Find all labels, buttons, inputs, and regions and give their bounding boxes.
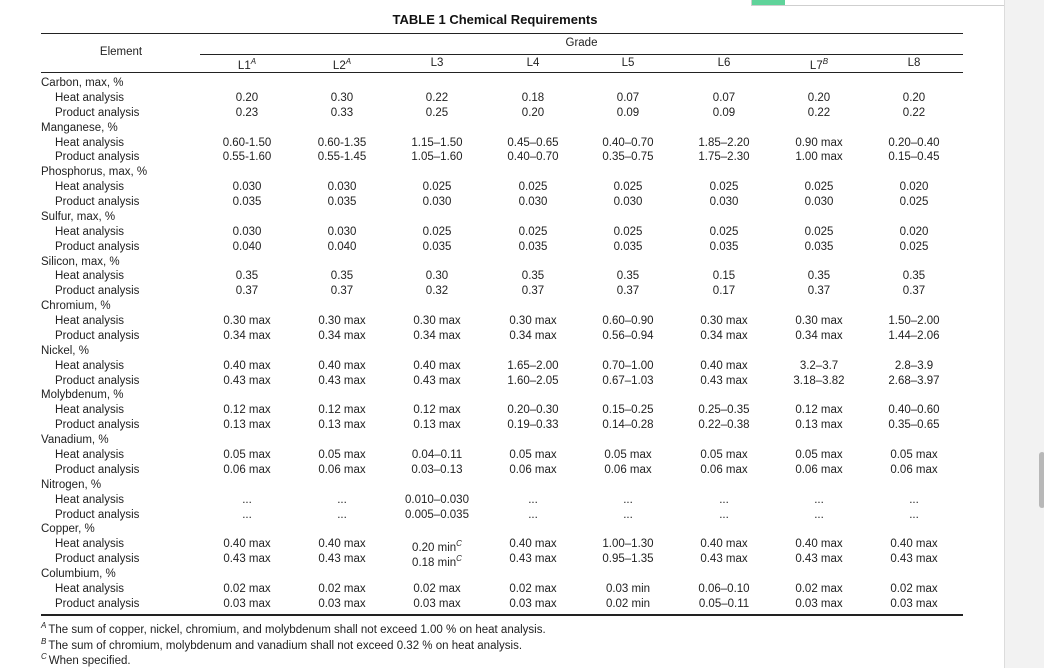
analysis-label: Heat analysis — [55, 538, 125, 551]
cell-value: 0.37 — [807, 285, 831, 298]
cell-value: 0.09 — [712, 106, 736, 119]
header-bottom-rule — [41, 72, 963, 73]
cell-value: 0.35–0.65 — [888, 419, 940, 432]
analysis-label: Heat analysis — [55, 404, 125, 417]
element-label: Nitrogen, % — [41, 478, 102, 491]
footnote-marker: B — [822, 57, 829, 66]
table-cell — [854, 91, 974, 105]
cell-value: 0.035 — [422, 240, 452, 253]
cell-value: 0.030 — [804, 196, 834, 209]
cell-value: 0.37 — [521, 285, 545, 298]
table-cell — [854, 403, 974, 417]
cell-value: ... — [337, 493, 347, 506]
cell-value: 0.020 — [899, 225, 929, 238]
element-label: Nickel, % — [41, 344, 89, 357]
grade-name: L6 — [717, 57, 731, 69]
cell-value: 0.02 max — [795, 582, 843, 595]
table-cell — [854, 493, 974, 507]
window-frame-edge — [751, 0, 1005, 6]
cell-value: 0.40 max — [700, 538, 748, 551]
cell-value: 0.22 — [807, 106, 831, 119]
grade-header-rule — [200, 54, 963, 55]
cell-value: 0.05 max — [318, 449, 366, 461]
cell-value: 0.06 max — [795, 463, 843, 476]
cell-value: 0.030 — [327, 181, 357, 194]
cell-value: 0.19–0.33 — [507, 419, 559, 432]
cell-value: 0.13 max — [795, 419, 843, 432]
cell-value: 1.15–1.50 — [411, 136, 463, 149]
cell-value: 0.025 — [518, 225, 548, 238]
table-cell — [854, 374, 974, 388]
table-title: TABLE 1 Chemical Requirements — [392, 12, 598, 27]
analysis-label: Heat analysis — [55, 449, 125, 461]
cell-value: ... — [814, 508, 824, 521]
cell-value: 0.35 — [330, 270, 354, 283]
cell-value: 0.40 max — [413, 359, 461, 372]
cell-value: 0.12 max — [318, 404, 366, 417]
cell-value: 0.18 — [521, 91, 545, 104]
cell-value: 0.06 max — [604, 463, 652, 476]
cell-value: 0.025 — [422, 225, 452, 238]
cell-value: 0.43 max — [509, 553, 557, 566]
cell-value: ... — [528, 508, 538, 521]
analysis-label: Product analysis — [55, 106, 140, 119]
analysis-label: Heat analysis — [55, 181, 125, 194]
cell-value: ... — [528, 493, 538, 506]
element-label: Manganese, % — [41, 121, 118, 134]
cell-value: 0.03–0.13 — [411, 463, 463, 476]
cell-value: 0.30 max — [700, 315, 748, 328]
table-cell — [854, 359, 974, 373]
footnote-marker: C — [456, 539, 462, 549]
cell-value: 0.025 — [422, 181, 452, 194]
cell-value: 0.40 max — [795, 538, 843, 551]
table-cell — [854, 225, 974, 239]
table-top-rule — [41, 33, 963, 34]
analysis-label: Product analysis — [55, 285, 140, 298]
cell-value: 0.35 — [616, 270, 640, 283]
cell-value: 0.20 — [807, 91, 831, 104]
table-cell — [854, 150, 974, 164]
cell-value: 1.44–2.06 — [888, 329, 940, 342]
cell-value: 0.02 max — [413, 582, 461, 595]
cell-value: 0.37 — [330, 285, 354, 298]
cell-value: 0.32 — [425, 285, 449, 298]
cell-value: 0.40 max — [700, 359, 748, 372]
cell-value: 0.30 — [330, 91, 354, 104]
cell-value: 0.05 max — [604, 449, 652, 461]
cell-value: 0.15–0.25 — [602, 404, 654, 417]
table-cell — [854, 106, 974, 120]
cell-value: 0.45–0.65 — [507, 136, 559, 149]
cell-value: 0.25–0.35 — [698, 404, 750, 417]
cell-value: 0.55-1.45 — [317, 151, 367, 164]
grade-name: L4 — [526, 57, 540, 69]
footnote-text: The sum of copper, nickel, chromium, and molybdenum shall not exceed 1.00 % on heat analysis. — [48, 623, 546, 636]
analysis-label: Heat analysis — [55, 91, 125, 104]
element-label: Sulfur, max, % — [41, 210, 116, 223]
cell-value: 0.04–0.11 — [411, 449, 463, 461]
cell-value: 0.43 max — [700, 553, 748, 566]
cell-value: 0.02 max — [318, 582, 366, 595]
cell-value: 0.43 max — [223, 374, 271, 387]
cell-value: 0.43 max — [318, 374, 366, 387]
cell-value: ... — [814, 493, 824, 506]
element-label: Carbon, max, % — [41, 77, 124, 89]
cell-value: ... — [242, 508, 252, 521]
cell-value: 0.43 max — [890, 553, 938, 566]
cell-value: 0.05 max — [795, 449, 843, 461]
grade-column-header — [684, 57, 764, 69]
cell-value: 0.37 — [902, 285, 926, 298]
cell-value: 0.035 — [709, 240, 739, 253]
cell-value: 0.37 — [616, 285, 640, 298]
cell-value: 0.040 — [232, 240, 262, 253]
cell-value: 0.40 max — [509, 538, 557, 551]
element-label: Columbium, % — [41, 568, 116, 581]
table-cell — [854, 284, 974, 298]
cell-value: 0.030 — [422, 196, 452, 209]
cell-value: 0.02 max — [890, 582, 938, 595]
grade-name: L2 — [332, 59, 346, 72]
cell-value: 1.75–2.30 — [698, 151, 750, 164]
cell-value: 0.20 — [902, 91, 926, 104]
cell-value: 1.05–1.60 — [411, 151, 463, 164]
cell-value: 0.06 max — [318, 463, 366, 476]
table-cell — [854, 329, 974, 343]
cell-value: 0.60-1.35 — [317, 136, 367, 149]
table-cell — [854, 582, 974, 596]
cell-value: 0.60-1.50 — [222, 136, 272, 149]
cell-value: 3.2–3.7 — [799, 359, 839, 372]
element-label: Silicon, max, % — [41, 255, 120, 268]
cell-value: 0.035 — [613, 240, 643, 253]
analysis-label: Product analysis — [55, 508, 140, 521]
cell-value: 0.95–1.35 — [602, 553, 654, 566]
cell-value: 0.56–0.94 — [602, 329, 654, 342]
table-cell — [854, 537, 974, 551]
cell-value: 0.025 — [709, 181, 739, 194]
cell-value: 0.43 max — [318, 553, 366, 566]
grade-name: L8 — [907, 57, 921, 69]
grade-header: Grade — [565, 37, 598, 49]
cell-value: 0.17 — [712, 285, 736, 298]
cell-value: 0.30 max — [413, 315, 461, 328]
cell-value: 0.030 — [518, 196, 548, 209]
analysis-label: Heat analysis — [55, 582, 125, 595]
element-column-header: Element — [99, 46, 143, 58]
analysis-label: Product analysis — [55, 196, 140, 209]
cell-value: 0.15–0.45 — [888, 151, 940, 164]
cell-value: 0.05 max — [223, 449, 271, 461]
cell-value: 0.025 — [613, 181, 643, 194]
cell-value: 0.030 — [232, 181, 262, 194]
cell-value: 0.35 — [521, 270, 545, 283]
cell-value: 0.43 max — [700, 374, 748, 387]
cell-value: 0.22–0.38 — [698, 419, 750, 432]
analysis-label: Product analysis — [55, 240, 140, 253]
cell-value: 0.05 max — [509, 449, 557, 461]
cell-value: 0.67–1.03 — [602, 374, 654, 387]
cell-value: ... — [242, 493, 252, 506]
cell-value: 0.05 max — [890, 449, 938, 461]
cell-value: 0.025 — [899, 196, 929, 209]
table-cell — [854, 269, 974, 283]
table-cell — [854, 508, 974, 522]
cell-value: 0.60–0.90 — [602, 315, 654, 328]
cell-value: 0.025 — [613, 225, 643, 238]
cell-value: 0.40–0.70 — [602, 136, 654, 149]
grade-name: L5 — [621, 57, 635, 69]
cell-value: 0.13 max — [223, 419, 271, 432]
scrollbar-track[interactable] — [1004, 0, 1044, 668]
cell-value: 1.65–2.00 — [507, 359, 559, 372]
table-cell — [854, 463, 974, 477]
cell-value: 0.05–0.11 — [698, 597, 750, 610]
footnote-marker: A — [41, 621, 47, 630]
grade-name: L1 — [237, 59, 251, 72]
analysis-label: Product analysis — [55, 419, 140, 432]
cell-value: 0.34 max — [509, 329, 557, 342]
cell-value: 0.035 — [804, 240, 834, 253]
cell-value: 0.20 — [235, 91, 259, 104]
cell-value: 0.55-1.60 — [222, 151, 272, 164]
cell-value: 0.15 — [712, 270, 736, 283]
cell-value: 0.030 — [709, 196, 739, 209]
cell-value: 0.040 — [327, 240, 357, 253]
cell-value: 0.06 max — [509, 463, 557, 476]
cell-value: 0.34 max — [795, 329, 843, 342]
cell-value: 0.35–0.75 — [602, 151, 654, 164]
cell-value: 0.03 max — [413, 597, 461, 610]
cell-value: 0.35 — [902, 270, 926, 283]
cell-value: 0.43 max — [413, 374, 461, 387]
cell-value: 0.005–0.035 — [405, 508, 469, 521]
cell-value: 0.020 — [899, 181, 929, 194]
grade-column-header — [493, 57, 573, 69]
cell-value: 0.025 — [804, 181, 834, 194]
element-label: Vanadium, % — [41, 434, 109, 447]
table-cell — [854, 448, 974, 462]
cell-value: 0.09 — [616, 106, 640, 119]
grade-column-header — [302, 57, 382, 72]
element-label: Molybdenum, % — [41, 389, 124, 402]
footnote-marker: C — [41, 652, 47, 661]
analysis-label: Product analysis — [55, 463, 140, 476]
analysis-label: Heat analysis — [55, 225, 125, 238]
cell-value: 0.06–0.10 — [698, 582, 750, 595]
table-cell — [854, 418, 974, 432]
cell-value: 0.03 max — [890, 597, 938, 610]
cell-value: 0.34 max — [223, 329, 271, 342]
element-label: Copper, % — [41, 523, 95, 536]
cell-value: 1.50–2.00 — [888, 315, 940, 328]
cell-value: 0.06 max — [700, 463, 748, 476]
grade-column-header — [588, 57, 668, 69]
cell-value: 0.25 — [425, 106, 449, 119]
cell-value: 0.30 — [425, 270, 449, 283]
cell-value: ... — [623, 508, 633, 521]
analysis-label: Heat analysis — [55, 136, 125, 149]
cell-value: 0.03 max — [795, 597, 843, 610]
cell-value: 0.03 max — [223, 597, 271, 610]
cell-value: 0.035 — [327, 196, 357, 209]
cell-value: 0.07 — [712, 91, 736, 104]
cell-value: 0.22 — [902, 106, 926, 119]
cell-value: 0.34 max — [318, 329, 366, 342]
cell-value: 0.025 — [804, 225, 834, 238]
cell-value: 0.05 max — [700, 449, 748, 461]
cell-value: ... — [909, 493, 919, 506]
table-cell — [854, 552, 974, 566]
element-label: Phosphorus, max, % — [41, 166, 148, 179]
footnote-text: The sum of chromium, molybdenum and vanadium shall not exceed 0.32 % on heat analysis. — [48, 639, 523, 652]
cell-value: 1.00–1.30 — [602, 538, 654, 551]
analysis-label: Product analysis — [55, 329, 140, 342]
footnote — [41, 650, 131, 668]
table-bottom-rule — [41, 614, 963, 616]
cell-value: ... — [719, 493, 729, 506]
cell-value: 0.030 — [232, 225, 262, 238]
cell-value: 0.40 max — [223, 538, 271, 551]
analysis-label: Heat analysis — [55, 315, 125, 328]
analysis-label: Product analysis — [55, 374, 140, 387]
cell-value: 0.40–0.70 — [507, 151, 559, 164]
grade-column-header — [397, 57, 477, 69]
table-cell — [854, 180, 974, 194]
cell-value: 0.010–0.030 — [405, 493, 469, 506]
cell-value: 0.030 — [613, 196, 643, 209]
cell-value: 1.60–2.05 — [507, 374, 559, 387]
grade-column-header — [874, 57, 954, 69]
cell-value: 0.025 — [709, 225, 739, 238]
cell-value: 0.13 max — [413, 419, 461, 432]
analysis-label: Heat analysis — [55, 359, 125, 372]
cell-value: 0.035 — [518, 240, 548, 253]
footnote-text: When specified. — [48, 654, 131, 667]
cell-value: 0.23 — [235, 106, 259, 119]
grade-name: L3 — [430, 57, 444, 69]
cell-value: 0.025 — [899, 240, 929, 253]
grade-column-header — [207, 57, 287, 72]
analysis-label: Product analysis — [55, 553, 140, 566]
cell-value: 0.40 max — [318, 538, 366, 551]
cell-value: 0.02 max — [509, 582, 557, 595]
cell-value: 0.035 — [232, 196, 262, 209]
table-cell — [854, 597, 974, 611]
cell-value: 2.68–3.97 — [888, 374, 940, 387]
cell-value: 0.70–1.00 — [602, 359, 654, 372]
cell-value: ... — [909, 508, 919, 521]
cell-value: 0.025 — [518, 181, 548, 194]
cell-value: 0.40 max — [318, 359, 366, 372]
cell-value: 0.06 max — [890, 463, 938, 476]
cell-value: 0.02 max — [223, 582, 271, 595]
cell-value: 0.35 — [807, 270, 831, 283]
cell-value: 0.12 max — [413, 404, 461, 417]
cell-value: 0.20 — [521, 106, 545, 119]
cell-value: 0.35 — [235, 270, 259, 283]
cell-value: 3.18–3.82 — [793, 374, 845, 387]
cell-value: 0.12 max — [223, 404, 271, 417]
cell-value: 0.22 — [425, 91, 449, 104]
cell-value: 0.30 max — [318, 315, 366, 328]
cell-value: 0.40–0.60 — [888, 404, 940, 417]
cell-value: ... — [337, 508, 347, 521]
analysis-label: Product analysis — [55, 151, 140, 164]
scrollbar-thumb[interactable] — [1039, 452, 1044, 508]
cell-value: 2.8–3.9 — [894, 359, 934, 372]
cell-value: 0.33 — [330, 106, 354, 119]
analysis-label: Heat analysis — [55, 270, 125, 283]
cell-value: 0.030 — [327, 225, 357, 238]
cell-value: 0.20–0.30 — [507, 404, 559, 417]
cell-value: 0.06 max — [223, 463, 271, 476]
grade-name: L7 — [809, 59, 823, 72]
cell-value: 0.34 max — [413, 329, 461, 342]
cell-value: ... — [719, 508, 729, 521]
analysis-label: Heat analysis — [55, 493, 125, 506]
cell-value: 0.43 max — [795, 553, 843, 566]
cell-value: 0.03 max — [509, 597, 557, 610]
table-cell — [854, 314, 974, 328]
cell-value: 0.40 max — [223, 359, 271, 372]
footnote-marker: C — [456, 554, 462, 564]
table-cell — [854, 136, 974, 150]
analysis-label: Product analysis — [55, 597, 140, 610]
cell-value: 0.03 min — [605, 582, 651, 595]
grade-column-header — [779, 57, 859, 72]
table-cell — [854, 240, 974, 254]
cell-value: 0.07 — [616, 91, 640, 104]
footnote-marker: A — [345, 57, 352, 66]
cell-value: 0.13 max — [318, 419, 366, 432]
table-cell — [854, 195, 974, 209]
cell-value: 0.12 max — [795, 404, 843, 417]
cell-value: 0.03 max — [318, 597, 366, 610]
cell-value: 0.30 max — [509, 315, 557, 328]
cell-value: 0.40 max — [890, 538, 938, 551]
cell-value: 0.30 max — [795, 315, 843, 328]
cell-value: 1.85–2.20 — [698, 136, 750, 149]
element-label: Chromium, % — [41, 300, 111, 313]
cell-value: 0.90 max — [795, 136, 843, 149]
cell-value: 0.14–0.28 — [602, 419, 654, 432]
cell-value: 0.20 min — [412, 542, 457, 555]
cell-value: 0.34 max — [700, 329, 748, 342]
cell-value: 0.20–0.40 — [888, 136, 940, 149]
footnote-marker: B — [41, 636, 47, 646]
cell-value: 0.43 max — [223, 553, 271, 566]
cell-value: 0.02 min — [605, 597, 651, 610]
cell-value: 1.00 max — [795, 151, 843, 164]
footnote-marker: A — [250, 57, 257, 66]
green-tab-indicator — [752, 0, 785, 5]
cell-value: 0.18 min — [412, 556, 457, 569]
cell-value: 0.30 max — [223, 315, 271, 328]
cell-value: 0.37 — [235, 285, 259, 298]
cell-value: ... — [623, 493, 633, 506]
